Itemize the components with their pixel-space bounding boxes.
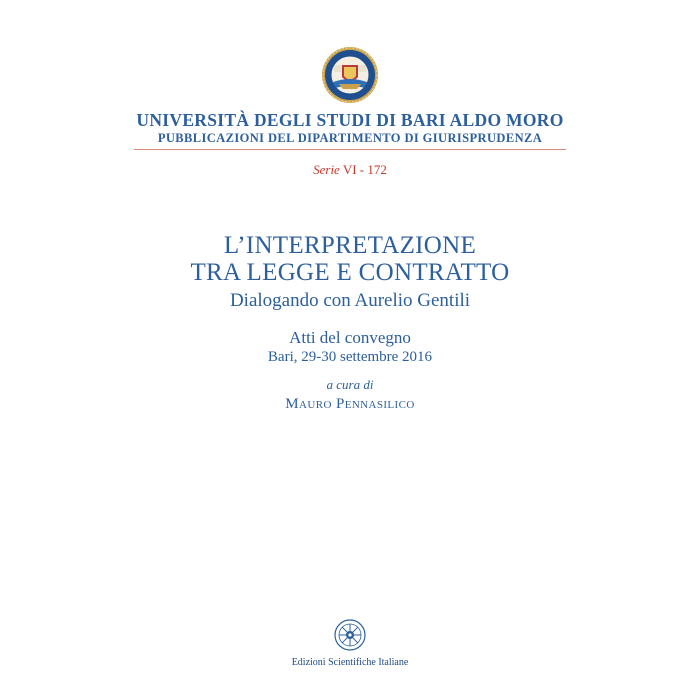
university-name: UNIVERSITÀ DEGLI STUDI DI BARI ALDO MORO [136, 110, 564, 130]
title-line-1: L’INTERPRETAZIONE [223, 232, 477, 259]
proceedings-label: Atti del convegno [289, 328, 411, 347]
editor-name: Mauro Pennasilico [285, 396, 415, 412]
editor-prefix: a cura di [326, 377, 374, 392]
publisher-logo-icon [334, 619, 366, 651]
publisher-name: Edizioni Scientifiche Italiane [291, 657, 409, 668]
title-line-2: TRA LEGGE E CONTRATTO [190, 259, 510, 286]
department-name: PUBBLICAZIONI DEL DIPARTIMENTO DI GIURISPRUDENZA [157, 131, 543, 145]
subtitle: Dialogando con Aurelio Gentili [229, 290, 471, 311]
series-line [0, 162, 700, 178]
header-divider [134, 149, 566, 150]
series-number: VI - 172 [342, 162, 387, 177]
university-seal-icon [321, 46, 379, 104]
proceedings-place-date: Bari, 29-30 settembre 2016 [267, 349, 433, 365]
series-label: Serie [313, 162, 340, 177]
